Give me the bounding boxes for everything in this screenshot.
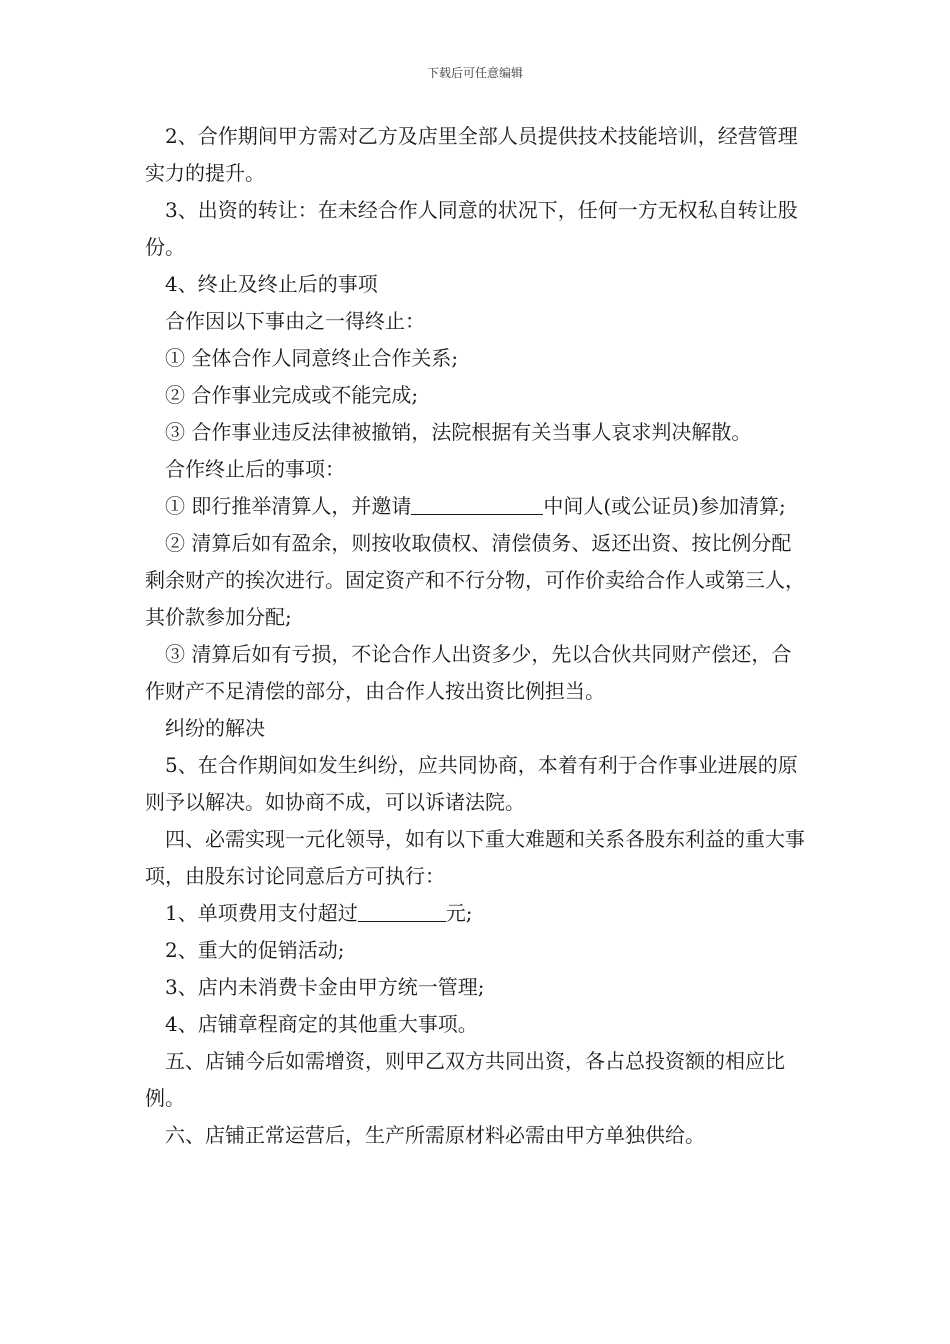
paragraph-training: 2、合作期间甲方需对乙方及店里全部人员提供技术技能培训，经营管理实力的提升。 <box>145 124 798 185</box>
liquidation-1-before: ① 即行推举清算人，并邀请 <box>165 494 412 518</box>
document-body <box>145 118 810 1154</box>
paragraph-raw-materials: 六、店铺正常运营后，生产所需原材料必需由甲方单独供给。 <box>165 1123 705 1147</box>
list-item-cause-1: ① 全体合作人同意终止合作关系; <box>165 346 459 370</box>
fill-in-blank <box>358 897 446 922</box>
heading-termination: 4、终止及终止后的事项 <box>165 272 378 296</box>
paragraph-after-termination: 合作终止后的事项： <box>165 457 345 481</box>
expense-after: 元; <box>445 901 473 925</box>
list-item-expense <box>145 895 810 932</box>
paragraph-transfer: 3、出资的转让：在未经合作人同意的状况下，任何一方无权私自转让股份。 <box>145 198 798 259</box>
page-header: 下载后可任意编辑 <box>426 66 523 80</box>
fill-in-blank <box>411 490 543 515</box>
list-item-liquidation-3: ③ 清算后如有亏损，不论合作人出资多少，先以合伙共同财产偿还，合作财产不足清偿的部分，由合作人按出资比例担当。 <box>145 642 792 703</box>
paragraph-dispute: 5、在合作期间如发生纠纷，应共同协商，本着有利于合作事业进展的原则予以解决。如协商不成，可以诉诸法院。 <box>145 753 798 814</box>
list-item-liquidation-2: ② 清算后如有盈余，则按收取债权、清偿债务、返还出资、按比例分配剩余财产的挨次进行。固定资产和不行分物，可作价卖给合作人或第三人，其价款参加分配; <box>145 531 805 629</box>
heading-dispute: 纠纷的解决 <box>165 716 265 740</box>
paragraph-termination-causes: 合作因以下事由之一得终止： <box>165 309 425 333</box>
paragraph-leadership: 四、必需实现一元化领导，如有以下重大难题和关系各股东利益的重大事项，由股东讨论同意后方可执行： <box>145 827 805 888</box>
list-item-cause-2: ② 合作事业完成或不能完成; <box>165 383 419 407</box>
list-item-promotion: 2、重大的促销活动; <box>165 938 345 962</box>
paragraph-capital-increase: 五、店铺今后如需增资，则甲乙双方共同出资，各占总投资额的相应比例。 <box>145 1049 785 1110</box>
list-item-cause-3: ③ 合作事业违反法律被撤销，法院根据有关当事人哀求判决解散。 <box>165 420 752 444</box>
liquidation-1-after: 中间人(或公证员)参加清算; <box>543 494 786 518</box>
expense-before: 1、单项费用支付超过 <box>165 901 358 925</box>
list-item-liquidation-1 <box>145 488 810 525</box>
list-item-card-funds: 3、店内未消费卡金由甲方统一管理; <box>165 975 485 999</box>
list-item-other-matters: 4、店铺章程商定的其他重大事项。 <box>165 1012 478 1036</box>
